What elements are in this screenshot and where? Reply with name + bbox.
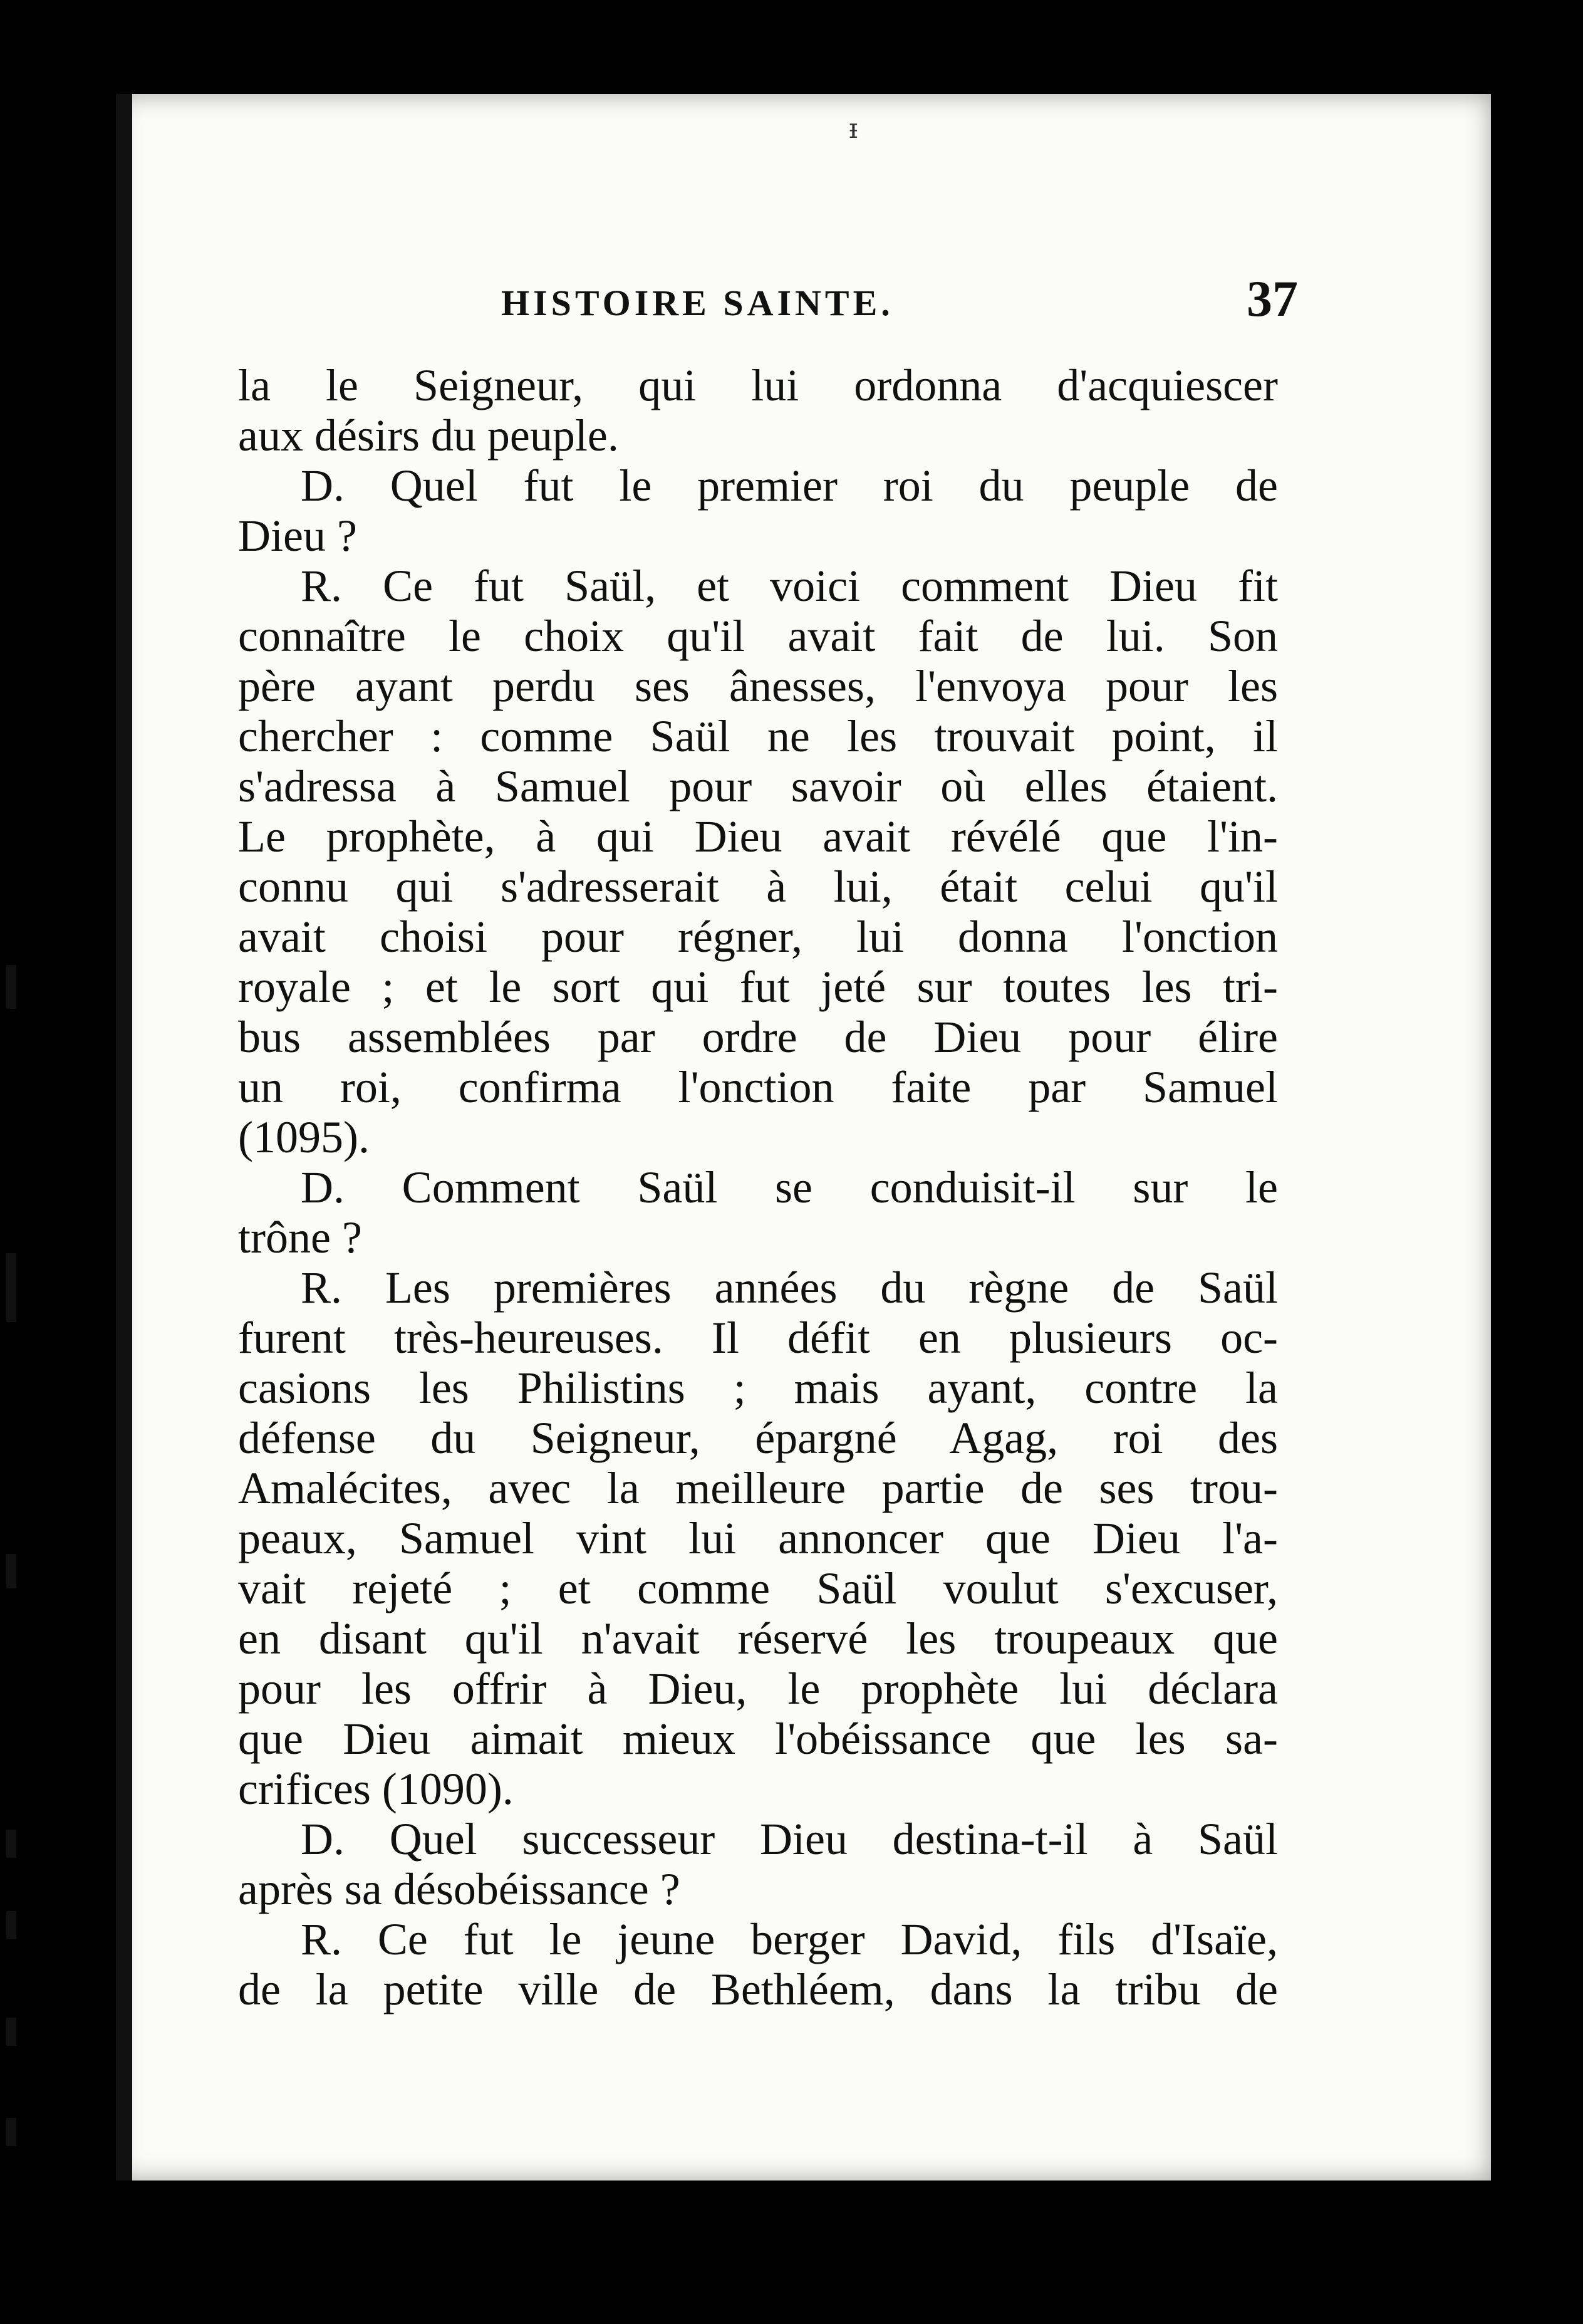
text-line: D. Quel fut le premier roi du peuple de <box>301 461 1278 511</box>
text-line: D. Comment Saül se conduisit-il sur le <box>301 1162 1278 1212</box>
text-line: crifices (1090). <box>238 1764 514 1814</box>
margin-mark <box>6 2118 16 2146</box>
text-line: un roi, confirma l'onction faite par Samuel <box>238 1062 1278 1112</box>
margin-mark <box>6 1911 16 1939</box>
body-text <box>238 360 1278 2014</box>
text-line: royale ; et le sort qui fut jeté sur toutes les tri- <box>238 962 1278 1012</box>
text-line: vait rejeté ; et comme Saül voulut s'excuser, <box>238 1563 1278 1613</box>
margin-mark <box>6 1830 16 1858</box>
text-line: furent très-heureuses. Il défit en plusieurs oc- <box>238 1313 1278 1363</box>
text-line: R. Ce fut le jeune berger David, fils d'Isaïe, <box>301 1914 1278 1964</box>
text-line: que Dieu aimait mieux l'obéissance que les sa- <box>238 1714 1278 1764</box>
text-line: trône ? <box>238 1212 362 1263</box>
page-binding-edge <box>116 94 132 2181</box>
margin-mark <box>6 1554 16 1588</box>
text-line: s'adressa à Samuel pour savoir où elles étaient. <box>238 761 1278 811</box>
running-head: HISTOIRE SAINTE. <box>501 283 894 323</box>
text-line: D. Quel successeur Dieu destina-t-il à Saül <box>301 1814 1278 1864</box>
text-line: Le prophète, à qui Dieu avait révélé que l'in- <box>238 811 1278 862</box>
text-line: la le Seigneur, qui lui ordonna d'acquiescer <box>238 360 1278 410</box>
text-line: en disant qu'il n'avait réservé les troupeaux que <box>238 1613 1278 1664</box>
text-line: chercher : comme Saül ne les trouvait point, il <box>238 711 1278 761</box>
text-line: pour les offrir à Dieu, le prophète lui déclara <box>238 1664 1278 1714</box>
text-line: (1095). <box>238 1112 370 1162</box>
text-line: Amalécites, avec la meilleure partie de ses trou- <box>238 1463 1278 1513</box>
margin-mark <box>6 1253 16 1322</box>
text-line: père ayant perdu ses ânesses, l'envoya pour les <box>238 661 1278 711</box>
text-line: aux désirs du peuple. <box>238 410 619 461</box>
text-line: casions les Philistins ; mais ayant, contre la <box>238 1363 1278 1413</box>
text-line: Dieu ? <box>238 511 357 561</box>
text-line: avait choisi pour régner, lui donna l'onction <box>238 912 1278 962</box>
text-line: défense du Seigneur, épargné Agag, roi des <box>238 1413 1278 1463</box>
page-top-mark: ᵻ <box>849 113 858 145</box>
text-line: R. Ce fut Saül, et voici comment Dieu fit <box>301 561 1278 611</box>
text-line: connu qui s'adresserait à lui, était celui qu'il <box>238 862 1278 912</box>
margin-mark <box>6 965 16 1009</box>
text-line: après sa désobéissance ? <box>238 1864 680 1914</box>
text-line: R. Les premières années du règne de Saül <box>301 1263 1278 1313</box>
text-line: bus assemblées par ordre de Dieu pour élire <box>238 1012 1278 1062</box>
page-number: 37 <box>1247 270 1298 327</box>
margin-mark <box>6 2018 16 2046</box>
text-line: de la petite ville de Bethléem, dans la tribu de <box>238 1964 1278 2014</box>
text-line: peaux, Samuel vint lui annoncer que Dieu l'a- <box>238 1513 1278 1563</box>
text-line: connaître le choix qu'il avait fait de lui. Son <box>238 611 1278 661</box>
